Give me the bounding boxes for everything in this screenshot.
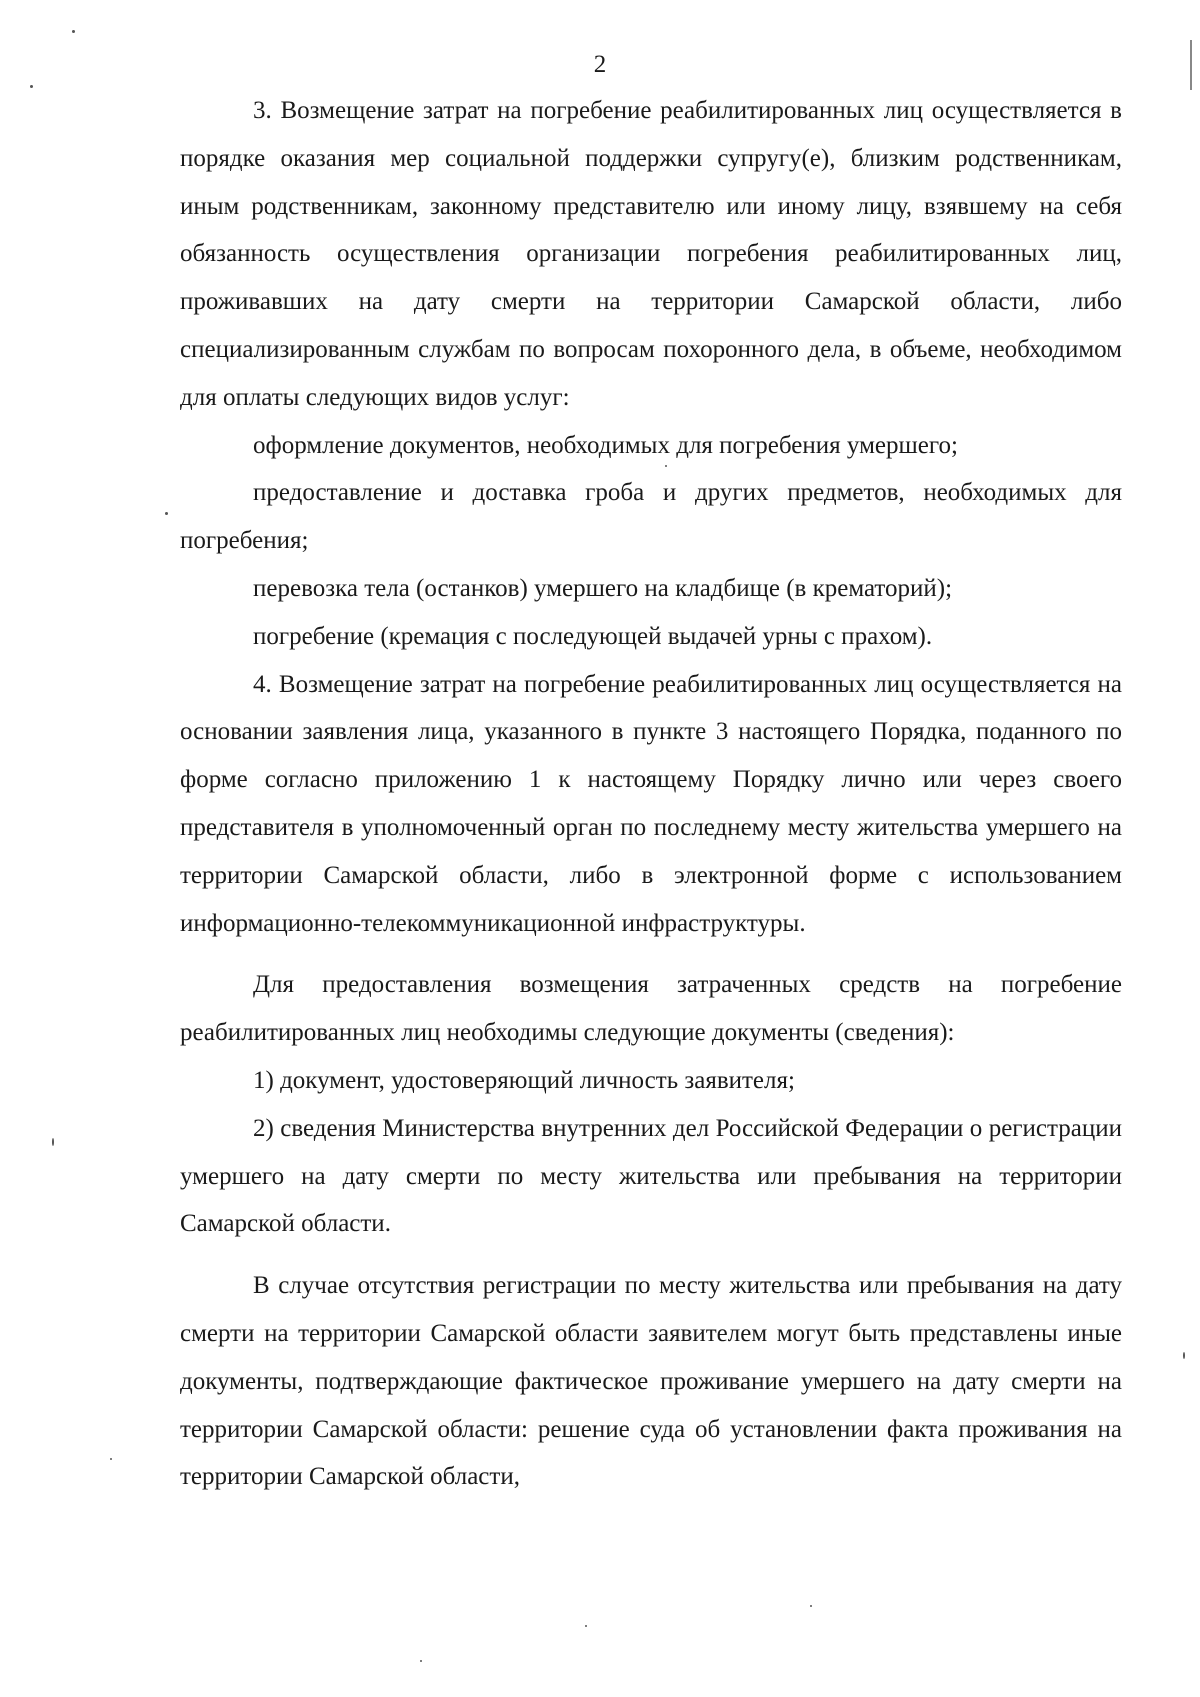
service-item-coffin: предоставление и доставка гроба и других предметов, необходимых для погребения; bbox=[180, 479, 1122, 555]
scan-speck bbox=[665, 465, 667, 467]
scan-speck bbox=[52, 1138, 54, 1146]
scan-speck bbox=[110, 1458, 112, 1460]
scan-speck bbox=[810, 1605, 812, 1607]
page-number: 2 bbox=[593, 51, 607, 78]
service-item-burial: погребение (кремация с последующей выдачей урны с прахом). bbox=[253, 622, 933, 650]
document-body bbox=[180, 87, 1122, 1501]
scan-speck bbox=[72, 30, 75, 33]
document-item-1: 1) документ, удостоверяющий личность заявителя; bbox=[253, 1066, 795, 1094]
service-item-documents: оформление документов, необходимых для погребения умершего; bbox=[253, 431, 958, 459]
paragraph-item-3: 3. Возмещение затрат на погребение реабилитированных лиц осуществляется в порядке оказания мер социальной поддержки супругу(е), близким родственникам, иным родственникам, законному представителю или иному лицу, взявшему на себя обязанность осуществления организации погребения реабилитированных лиц, проживавших на дату смерти на территории Самарской области, либо специализированным службам по вопросам похоронного дела, в объеме, необходимом для оплаты следующих видов услуг: bbox=[180, 97, 1122, 411]
paragraph-item-4: 4. Возмещение затрат на погребение реабилитированных лиц осуществляется на основании заявления лица, указанного в пункте 3 настоящего Порядка, поданного по форме согласно приложению 1 к настоящему Порядку лично или через своего представителя в уполномоченный орган по последнему месту жительства умершего на территории Самарской области, либо в электронной форме с использованием информационно-телекоммуникационной инфраструктуры. bbox=[180, 670, 1122, 937]
service-item-transport: перевозка тела (останков) умершего на кладбище (в крематорий); bbox=[253, 574, 953, 602]
no-registration-paragraph: В случае отсутствия регистрации по месту жительства или пребывания на дату смерти на территории Самарской области заявителем могут быть представлены иные документы, подтверждающие фактическое проживание умершего на дату смерти на территории Самарской области: решение суда об установлении факта проживания на территории Самарской области, bbox=[180, 1272, 1122, 1491]
scan-speck bbox=[1183, 1352, 1185, 1359]
scan-speck bbox=[165, 512, 168, 515]
documents-intro: Для предоставления возмещения затраченных средств на погребение реабилитированных лиц необходимы следующие документы (сведения): bbox=[180, 971, 1122, 1047]
scan-speck bbox=[585, 1625, 587, 1627]
scan-speck bbox=[30, 85, 33, 88]
document-item-2: 2) сведения Министерства внутренних дел Российской Федерации о регистрации умершего на дату смерти по месту жительства или пребывания на территории Самарской области. bbox=[180, 1114, 1122, 1238]
scan-speck bbox=[420, 1660, 422, 1662]
